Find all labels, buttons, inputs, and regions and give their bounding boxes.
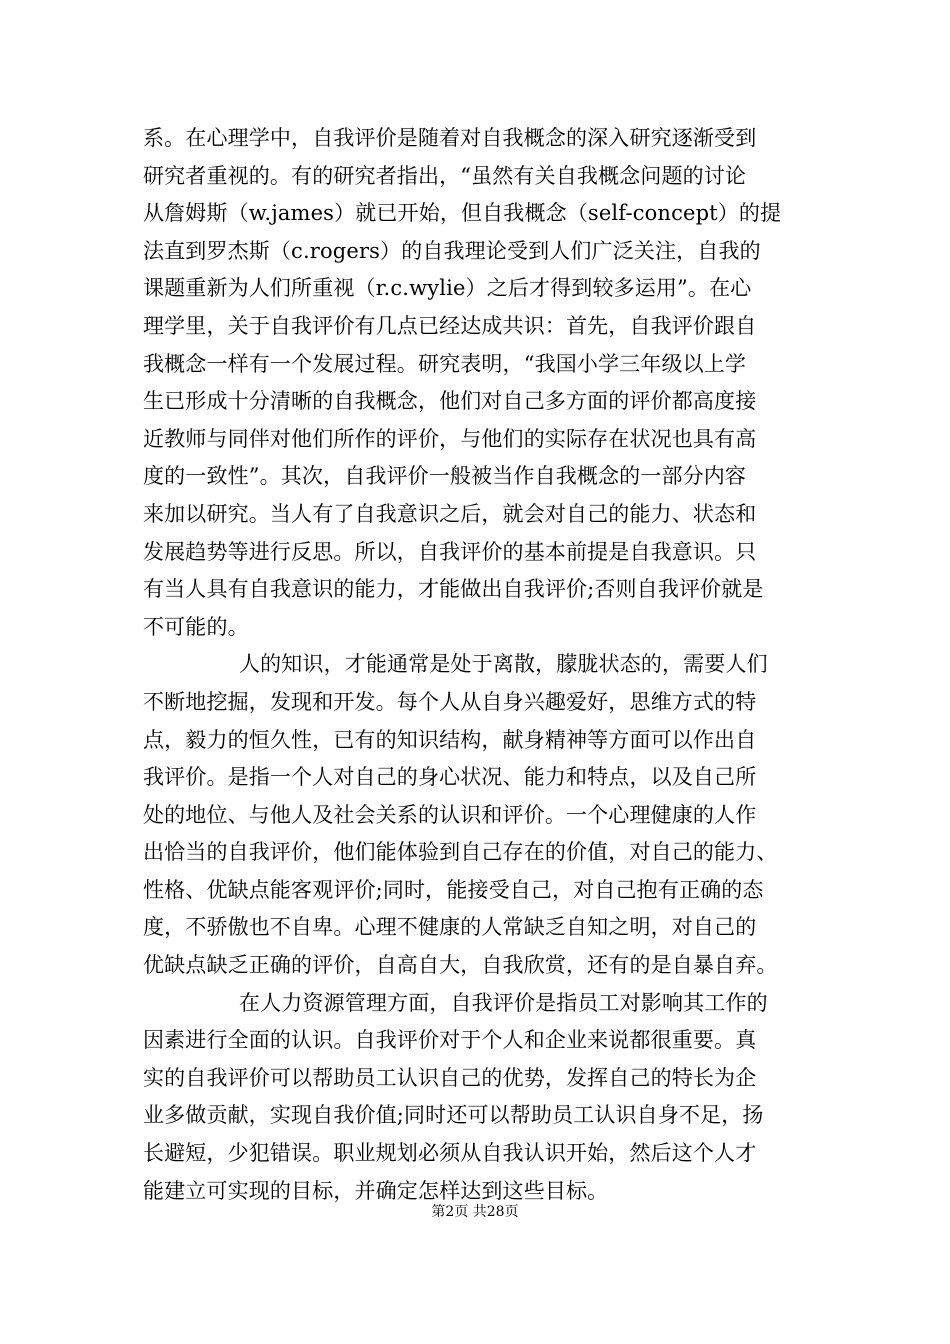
paragraph-start-line: 人的知识，才能通常是处于离散，朦胧状态的，需要人们 — [239, 652, 768, 677]
footer-middle: 页 共 — [454, 1204, 487, 1220]
paragraph-start-line: 在人力资源管理方面，自我评价是指员工对影响其工作的 — [239, 990, 768, 1015]
text-line: 优缺点缺乏正确的评价，自高自大，自我欣赏，还有的是自暴自弃。 — [143, 953, 778, 978]
text-line: 不可能的。 — [143, 614, 249, 639]
text-line: 生已形成十分清晰的自我概念，他们对自己多方面的评价都高度接 — [143, 389, 757, 414]
text-line: 处的地位、与他人及社会关系的认识和评价。一个心理健康的人作 — [143, 802, 757, 827]
text-line: 有当人具有自我意识的能力，才能做出自我评价;否则自我评价就是 — [143, 577, 764, 602]
text-line: 近教师与同伴对他们所作的评价，与他们的实际存在状况也具有高 — [143, 426, 757, 451]
page-footer — [0, 1203, 950, 1221]
footer-page-number: 2 — [445, 1204, 455, 1220]
text-line: 长避短，少犯错误。职业规划必须从自我认识开始，然后这个人才 — [143, 1141, 757, 1166]
text-line: 课题重新为人们所重视（r.c.wylie）之后才得到较多运用”。在心 — [143, 276, 752, 301]
text-line: 能建立可实现的目标，并确定怎样达到这些目标。 — [143, 1178, 609, 1203]
text-line: 度的一致性”。其次，自我评价一般被当作自我概念的一部分内容 — [143, 464, 747, 489]
text-line: 理学里，关于自我评价有几点已经达成共识：首先，自我评价跟自 — [143, 313, 757, 338]
footer-total-pages: 28 — [486, 1204, 505, 1220]
text-line: 实的自我评价可以帮助员工认识自己的优势，发挥自己的特长为企 — [143, 1065, 757, 1090]
text-line: 法直到罗杰斯（c.rogers）的自我理论受到人们广泛关注，自我的 — [143, 238, 761, 263]
text-line: 因素进行全面的认识。自我评价对于个人和企业来说都很重要。真 — [143, 1028, 757, 1053]
text-line: 我概念一样有一个发展过程。研究表明，“我国小学三年级以上学 — [143, 351, 747, 376]
text-line: 发展趋势等进行反思。所以，自我评价的基本前提是自我意识。只 — [143, 539, 757, 564]
text-line: 研究者重视的。有的研究者指出，“虽然有关自我概念问题的讨论 — [143, 163, 747, 188]
footer-suffix: 页 — [504, 1204, 519, 1220]
text-line: 系。在心理学中，自我评价是随着对自我概念的深入研究逐渐受到 — [143, 126, 757, 150]
text-line: 点，毅力的恒久性，已有的知识结构，献身精神等方面可以作出自 — [143, 727, 757, 752]
footer-prefix: 第 — [431, 1204, 446, 1220]
text-line: 业多做贡献，实现自我价值;同时还可以帮助员工认识自身不足，扬 — [143, 1103, 764, 1128]
text-line: 度，不骄傲也不自卑。心理不健康的人常缺乏自知之明，对自己的 — [143, 915, 757, 940]
text-line: 我评价。是指一个人对自己的身心状况、能力和特点，以及自己所 — [143, 765, 757, 790]
text-line: 从詹姆斯（w.james）就已开始，但自我概念（self-concept）的提 — [143, 201, 782, 226]
document-body — [143, 120, 823, 1210]
text-line: 出恰当的自我评价，他们能体验到自己存在的价值，对自己的能力、 — [143, 840, 778, 865]
text-line: 性格、优缺点能客观评价;同时，能接受自己，对自己抱有正确的态 — [143, 877, 764, 902]
text-line: 不断地挖掘，发现和开发。每个人从自身兴趣爱好，思维方式的特 — [143, 689, 757, 714]
text-line: 来加以研究。当人有了自我意识之后，就会对自己的能力、状态和 — [143, 501, 757, 526]
